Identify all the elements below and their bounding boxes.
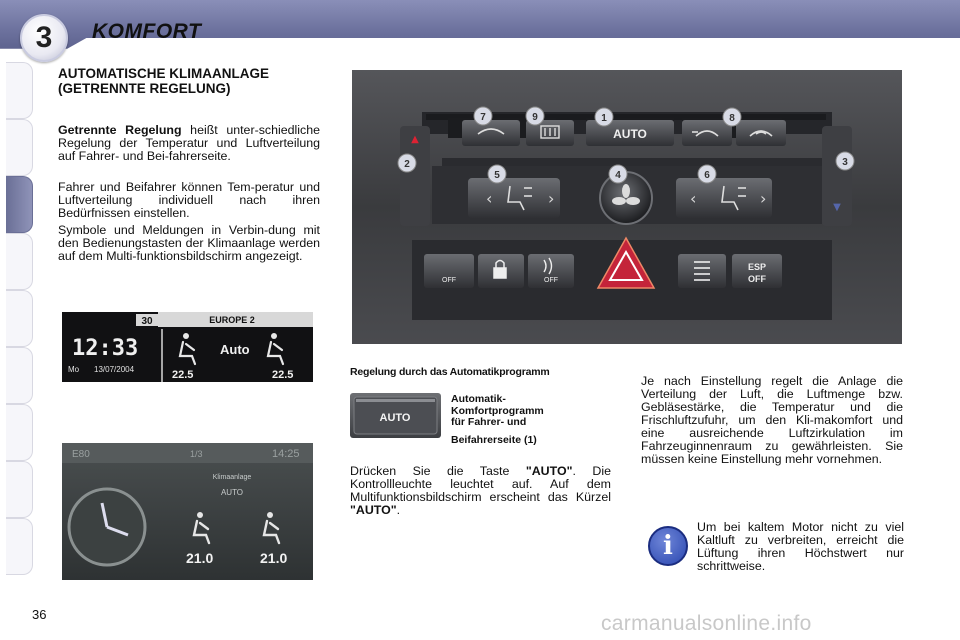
side-tab-9[interactable] [6, 518, 33, 575]
paragraph-3: Symbole und Meldungen in Verbin-dung mit den Bedienungstasten der Klimaanlage werden auf dem Multi-funktionsbildschirm angezeigt. [58, 223, 320, 263]
multifunction-display-photo-2 [62, 443, 313, 580]
display1-time: 12:33 [72, 336, 139, 361]
child-lock-button[interactable] [678, 254, 726, 288]
auto-button-label: AUTO [379, 412, 411, 424]
callout-4: 4 [615, 170, 621, 181]
chevron-left-icon: ‹ [486, 189, 493, 208]
chevron-right-icon: › [548, 189, 555, 208]
display1-mode: Auto [220, 342, 250, 357]
auto-instruction-paragraph [350, 465, 611, 517]
side-tab-8[interactable] [6, 461, 33, 518]
side-tab-2[interactable] [6, 119, 33, 176]
chevron-left-icon: ‹ [690, 189, 697, 208]
info-note: Um bei kaltem Motor nicht zu viel Kaltluft zu verbreiten, erreicht die Lüftung ihren Höchstwert nur schrittweise. [697, 520, 904, 573]
display1-station: EUROPE 2 [209, 315, 255, 325]
esp-label: ESP [747, 262, 767, 272]
display2-mode: AUTO [220, 488, 244, 497]
auto-instruction-start: Drücken Sie die Taste [350, 464, 526, 478]
page-number: 36 [32, 607, 47, 622]
esp-off-label: OFF [748, 274, 766, 284]
display1-date-day: Mo [68, 365, 80, 374]
auto-key-1: "AUTO" [525, 464, 573, 478]
display1-date: 13/07/2004 [94, 365, 135, 374]
driver-distribution-button[interactable] [468, 178, 560, 218]
side-tab-active[interactable] [6, 176, 33, 233]
display2-top-left: E80 [72, 449, 90, 460]
temp-up-icon: ▲ [411, 134, 419, 145]
callout-8: 8 [729, 113, 735, 124]
display2-top-right: 14:25 [272, 448, 300, 460]
callout-5: 5 [494, 170, 500, 181]
auto-key-2: "AUTO" [350, 503, 397, 517]
air-intake-button[interactable] [682, 120, 732, 146]
watermark: carmanualsonline.info [601, 612, 812, 635]
auto-caption-line-3: für Fahrer- und [451, 416, 527, 428]
side-tab-7[interactable] [6, 404, 33, 461]
multifunction-display-photo-1 [62, 312, 313, 382]
side-tab-1[interactable] [6, 62, 33, 119]
automatic-description-paragraph: Je nach Einstellung regelt die Anlage die Verteilung der Luft, die Luftmenge bzw. Gebläsestärke, die Temperatur und die Frischluftzufuhr, um den Kli-makomfort und eine ausreichende Luftzirkulation im Fahrzeuginnenraum zu gewährleisten. Sie müssen keine Einstellung mehr vornehmen. [641, 374, 903, 466]
chapter-side-tabs [0, 62, 34, 582]
chapter-number-badge [20, 14, 68, 62]
display1-temp-left: 22.5 [172, 369, 194, 381]
paragraph-2: Fahrer und Beifahrer können Tem-peratur und Luftverteilung individuell nach ihren Bedürfnissen einstellen. [58, 180, 320, 220]
intro-text: heißt unter-schiedliche Regelung der Temperatur und Luftverteilung auf Fahrer- und Bei-fahrerseite. [58, 123, 320, 163]
intro-paragraph [58, 124, 320, 163]
display1-temp-right: 22.5 [272, 369, 294, 381]
side-tab-4[interactable] [6, 233, 33, 290]
display2-temp-right: 21.0 [260, 550, 288, 566]
console-auto-label: AUTO [613, 127, 647, 141]
auto-instruction-middle: . Die Kontrollleuchte leuchtet auf. Auf dem Multifunktionsbildschirm erscheint das Kürzel [350, 464, 611, 504]
side-tab-6[interactable] [6, 347, 33, 404]
info-icon: i [648, 526, 688, 566]
auto-caption-line-2: Komfortprogramm [451, 404, 544, 417]
park-assist-off-label: OFF [442, 277, 456, 284]
auto-caption-line-1: Automatik- [451, 393, 506, 405]
callout-7: 7 [480, 112, 486, 123]
display2-temp-left: 21.0 [186, 550, 214, 566]
automatic-program-heading: Regelung durch das Automatikprogramm [350, 366, 550, 378]
callout-9: 9 [532, 112, 538, 123]
climate-control-panel-photo [352, 70, 902, 344]
auto-button-photo [350, 393, 441, 438]
side-tab-5[interactable] [6, 290, 33, 347]
auto-caption-line-4: Beifahrerseite (1) [451, 434, 537, 446]
display1-radio-level: 30 [141, 316, 153, 327]
section-title: AUTOMATISCHE KLIMAANLAGE (GETRENNTE REGELUNG) [58, 66, 269, 96]
chapter-number: 3 [35, 21, 53, 54]
auto-instruction-end: . [396, 503, 401, 517]
display2-top-mid: 1/3 [190, 449, 203, 459]
temp-down-icon: ▼ [833, 202, 841, 213]
display2-menu: Klimaanlage [212, 474, 252, 481]
callout-3: 3 [842, 157, 848, 168]
chapter-title: KOMFORT [92, 20, 202, 43]
auto-caption [451, 394, 571, 429]
callout-2: 2 [404, 159, 410, 170]
recirculation-button[interactable] [462, 120, 520, 146]
air-recirc-button[interactable] [736, 120, 786, 146]
callout-6: 6 [704, 170, 710, 181]
callout-1: 1 [601, 113, 607, 124]
chevron-right-icon: › [760, 189, 767, 208]
clock-icon [69, 489, 145, 565]
intro-bold-term: Getrennte Regelung [58, 123, 182, 137]
alarm-sensor-off-label: OFF [544, 277, 558, 284]
